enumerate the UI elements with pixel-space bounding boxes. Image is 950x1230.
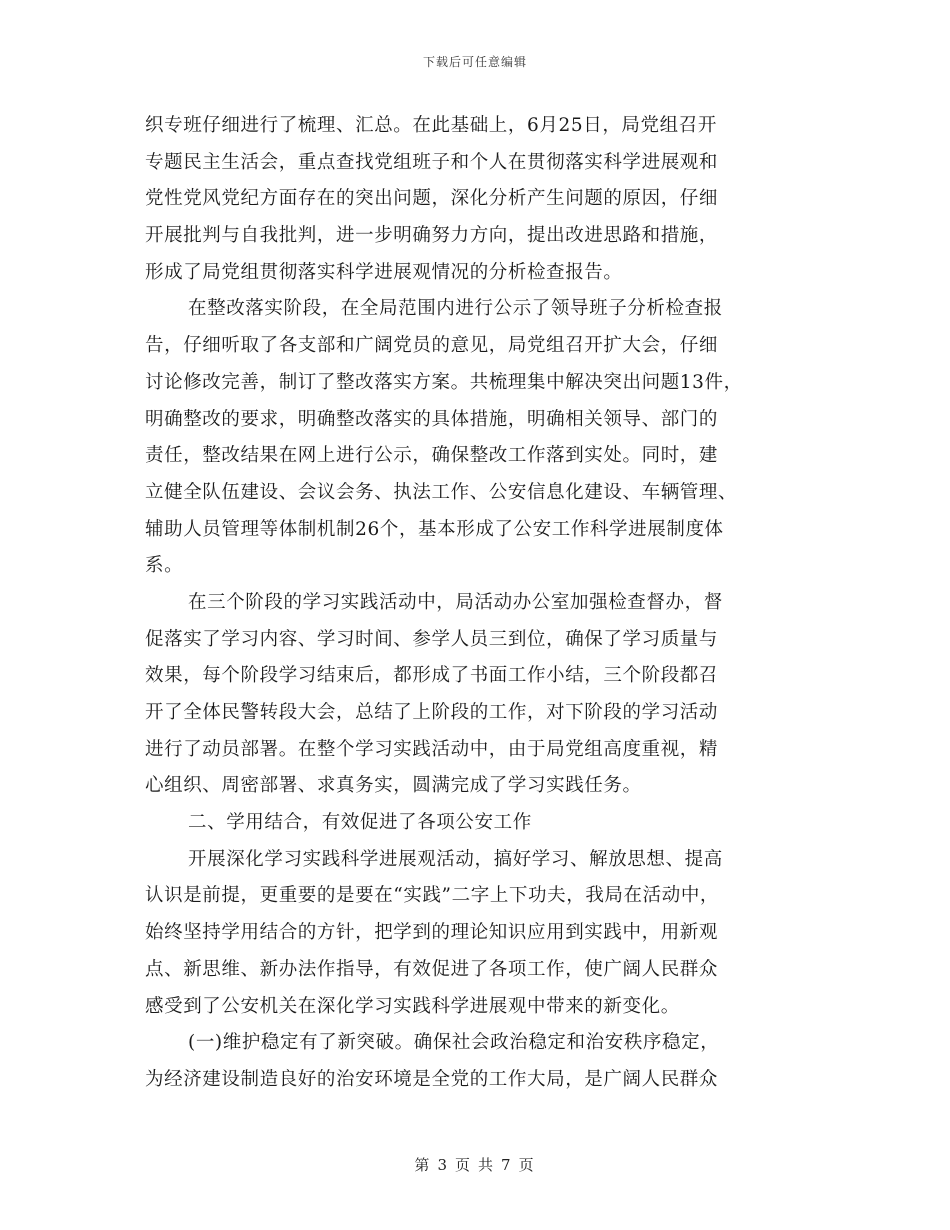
text-line: 在三个阶段的学习实践活动中，局活动办公室加强检查督办，督 xyxy=(188,591,723,613)
text-line: 感受到了公安机关在深化学习实践科学进展观中带来的新变化。 xyxy=(145,995,680,1017)
text-line: 形成了局党组贯彻落实科学进展观情况的分析检查报告。 xyxy=(145,261,623,283)
text-line: 开展深化学习实践科学进展观活动，搞好学习、解放思想、提高 xyxy=(188,848,723,870)
text-line: 心组织、周密部署、求真务实，圆满完成了学习实践任务。 xyxy=(145,775,642,797)
page-header: 下载后可任意编辑 xyxy=(422,55,527,69)
text-line: 始终坚持学用结合的方针，把学到的理论知识应用到实践中，用新观 xyxy=(145,922,719,944)
text-line: 在整改落实阶段，在全局范围内进行公示了领导班子分析检查报 xyxy=(188,298,723,320)
text-line: (一)维护稳定有了新突破。确保社会政治稳定和治安秩序稳定， xyxy=(188,1032,720,1054)
page-footer-suffix: 页 xyxy=(518,1156,536,1174)
text-line: 织专班仔细进行了梳理、汇总。在此基础上，6月25日，局党组召开 xyxy=(145,115,717,136)
text-line: 责任，整改结果在网上进行公示，确保整改工作落到实处。同时，建 xyxy=(145,445,719,467)
text-line: 二、学用结合，有效促进了各项公安工作 xyxy=(188,812,532,834)
text-line: 专题民主生活会，重点查找党组班子和个人在贯彻落实科学进展观和 xyxy=(145,151,719,173)
text-line: 点、新思维、新办法作指导，有效促进了各项工作，使广阔人民群众 xyxy=(145,958,719,980)
text-line: 党性党风党纪方面存在的突出问题，深化分析产生问题的原因，仔细 xyxy=(145,188,719,210)
page-current-number: 3 xyxy=(437,1156,449,1174)
page-footer-prefix: 第 xyxy=(414,1156,432,1174)
text-line: 效果，每个阶段学习结束后，都形成了书面工作小结，三个阶段都召 xyxy=(145,665,719,687)
page-total-number: 7 xyxy=(501,1156,513,1174)
text-line: 告，仔细听取了各支部和广阔党员的意见，局党组召开扩大会，仔细 xyxy=(145,335,719,357)
document-body xyxy=(145,108,813,1099)
text-line: 促落实了学习内容、学习时间、参学人员三到位，确保了学习质量与 xyxy=(145,628,719,650)
text-line: 进行了动员部署。在整个学习实践活动中，由于局党组高度重视，精 xyxy=(145,738,719,760)
page-footer-total-word: 共 xyxy=(478,1156,496,1174)
text-line: 立健全队伍建设、会议会务、执法工作、公安信息化建设、车辆管理、 xyxy=(145,481,738,503)
text-line: 系。 xyxy=(145,555,184,577)
text-line: 为经济建设制造良好的治安环境是全党的工作大局，是广阔人民群众 xyxy=(145,1068,719,1090)
text-line: 开了全体民警转段大会，总结了上阶段的工作，对下阶段的学习活动 xyxy=(145,702,719,723)
page-footer-page-word: 页 xyxy=(454,1156,472,1174)
text-line: 讨论修改完善，制订了整改落实方案。共梳理集中解决突出问题13件， xyxy=(145,371,743,393)
text-line: 开展批判与自我批判，进一步明确努力方向，提出改进思路和措施， xyxy=(145,225,719,247)
text-line: 辅助人员管理等体制机制26个，基本形成了公安工作科学进展制度体 xyxy=(145,518,724,540)
page-footer xyxy=(0,1154,950,1175)
text-line: 明确整改的要求，明确整改落实的具体措施，明确相关领导、部门的 xyxy=(145,408,719,430)
text-line: 认识是前提，更重要的是要在“实践”二字上下功夫，我局在活动中， xyxy=(145,885,720,907)
